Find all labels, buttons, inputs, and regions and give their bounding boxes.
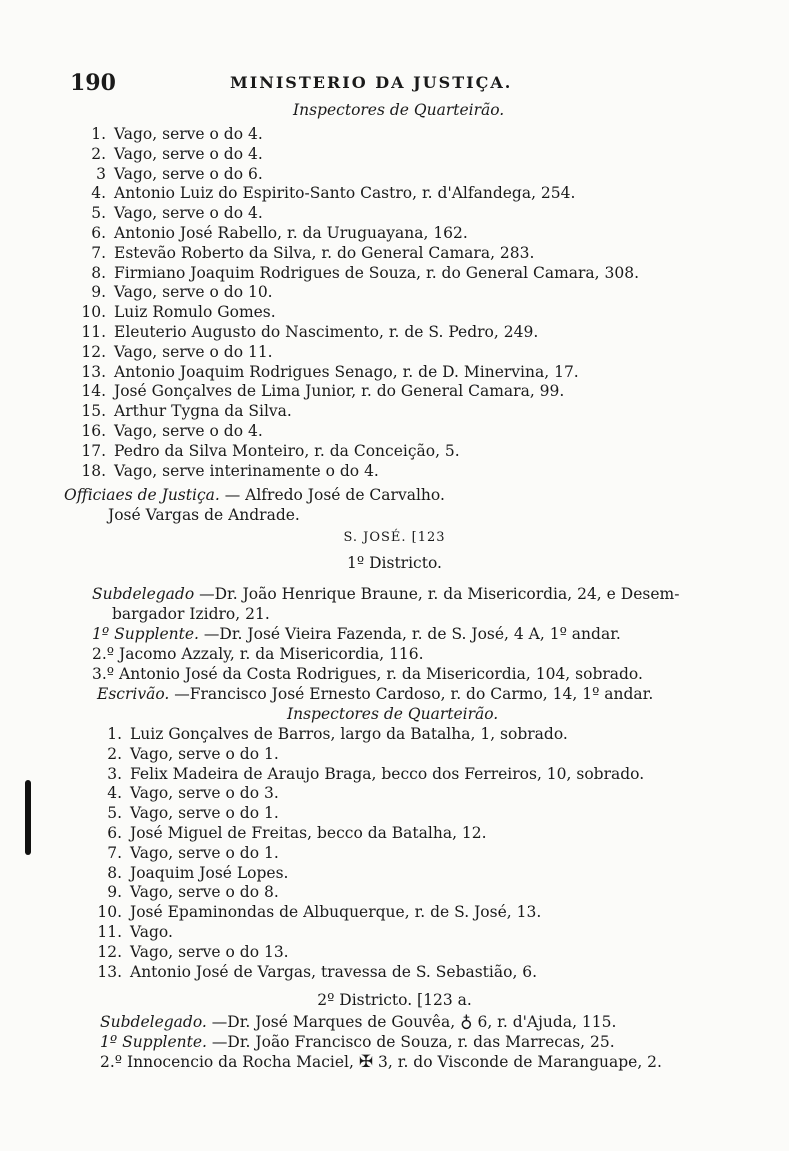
list-item <box>96 823 487 843</box>
list-item <box>96 744 279 764</box>
item-number: 6. <box>107 824 122 842</box>
list-item <box>80 164 263 184</box>
section-heading-2: Inspectores de Quarteirão. <box>287 705 499 723</box>
list-item <box>80 322 538 342</box>
item-text: Firmiano Joaquim Rodrigues de Souza, r. do General Camara, 308. <box>114 263 640 282</box>
item-number: 3. <box>107 764 122 783</box>
page-header <box>70 70 720 100</box>
officiaes-name: — Alfredo José de Carvalho. <box>224 486 445 504</box>
item-number: 17. <box>81 441 106 460</box>
list-item <box>80 203 263 223</box>
item-text: Vago, serve o do 1. <box>130 744 279 763</box>
subdelegado-line <box>92 584 679 604</box>
item-text: Vago, serve o do 6. <box>114 164 263 183</box>
escrivao-line <box>97 684 653 704</box>
item-number: 10. <box>97 903 122 922</box>
parish-heading: S. JOSÉ. [123 <box>343 530 446 545</box>
list-item <box>80 461 379 481</box>
decoration-badge-icon: ♁ <box>460 1012 473 1032</box>
section-heading: Inspectores de Quarteirão. <box>293 101 505 119</box>
item-number: 5. <box>107 804 122 823</box>
item-text: Vago, serve o do 1. <box>130 843 279 862</box>
list-item <box>96 783 279 803</box>
item-text: Vago, serve o do 4. <box>114 204 263 223</box>
item-text: Vago, serve o do 11. <box>114 342 273 361</box>
item-number: 18. <box>81 461 106 480</box>
list-item <box>96 803 279 823</box>
item-number: 2. <box>91 144 106 163</box>
d2-subdelegado-label: Subdelegado. <box>100 1013 207 1031</box>
d2-supplente-1-line <box>100 1032 615 1052</box>
item-text: José Gonçalves de Lima Junior, r. do General Camara, 99. <box>114 382 565 401</box>
supplente-1-text: —Dr. José Vieira Fazenda, r. de S. José, 4 A, 1º andar. <box>203 625 621 643</box>
supplente-2-line: 2.º Jacomo Azzaly, r. da Misericordia, 116. <box>92 645 424 663</box>
d2-supplente-2-line <box>100 1052 662 1072</box>
item-text: Antonio Joaquim Rodrigues Senago, r. de D. Minervina, 17. <box>114 362 579 381</box>
list-item <box>96 863 288 883</box>
item-number: 15. <box>81 402 106 421</box>
item-text: Vago. <box>130 923 173 941</box>
item-text: Estevão Roberto da Silva, r. do General Camara, 283. <box>114 243 535 262</box>
list-item <box>96 942 289 962</box>
item-text: Vago, serve o do 1. <box>130 804 279 823</box>
subdelegado-text: —Dr. João Henrique Braune, r. da Misericordia, 24, e Desem- <box>199 585 680 603</box>
cross-order-icon: ✠ <box>358 1052 374 1072</box>
item-number: 1. <box>107 725 122 743</box>
d2-supplente-1-label: 1º Supplente. <box>100 1033 207 1051</box>
item-text: Pedro da Silva Monteiro, r. da Conceição, 5. <box>114 441 460 460</box>
item-text: Antonio José Rabello, r. da Uruguayana, 162. <box>114 224 468 242</box>
list-item <box>96 882 279 902</box>
list-item <box>96 962 537 982</box>
item-text: Antonio José de Vargas, travessa de S. Sebastião, 6. <box>130 962 538 981</box>
item-number: 12. <box>97 942 122 961</box>
officiaes-line <box>64 485 445 505</box>
item-number: 7. <box>91 243 106 262</box>
list-item <box>80 183 575 203</box>
district-heading: 1º Districto. <box>347 554 442 572</box>
list-item <box>80 282 273 302</box>
item-number: 13. <box>81 362 106 381</box>
list-item <box>80 362 579 382</box>
item-number: 4. <box>107 784 122 803</box>
item-text: Luiz Gonçalves de Barros, largo da Batalha, 1, sobrado. <box>130 725 568 743</box>
item-number: 10. <box>81 303 106 322</box>
item-number: 11. <box>97 923 122 941</box>
list-item <box>80 401 292 421</box>
item-text: Vago, serve interinamente o do 4. <box>114 461 379 480</box>
item-text: Arthur Tygna da Silva. <box>114 402 292 421</box>
list-item <box>80 441 460 461</box>
item-text: Vago, serve o do 4. <box>114 144 263 163</box>
item-text: José Epaminondas de Albuquerque, r. de S. José, 13. <box>130 903 542 922</box>
list-item <box>80 421 263 441</box>
list-item <box>80 381 564 401</box>
page-number: 190 <box>70 70 116 96</box>
officiaes-name-2: José Vargas de Andrade. <box>108 506 300 524</box>
item-number: 9. <box>107 883 122 902</box>
running-title: MINISTERIO DA JUSTIÇA. <box>230 73 513 92</box>
list-item <box>80 223 468 243</box>
list-item <box>80 342 273 362</box>
d2-subdelegado-tail: 6, r. d'Ajuda, 115. <box>477 1013 617 1031</box>
district-2-heading: 2º Districto. [123 a. <box>317 991 472 1009</box>
list-item <box>80 243 534 263</box>
item-number: 1. <box>91 125 106 143</box>
item-number: 7. <box>107 843 122 862</box>
d2-supplente-2-text: 2.º Innocencio da Rocha Maciel, <box>100 1053 354 1071</box>
item-text: Vago, serve o do 13. <box>130 942 289 961</box>
list-item <box>96 764 644 784</box>
item-text: Vago, serve o do 4. <box>114 125 263 143</box>
item-number: 6. <box>91 224 106 242</box>
item-number: 11. <box>81 323 106 341</box>
list-item <box>80 124 263 144</box>
list-item <box>80 263 639 283</box>
d2-subdelegado-text: —Dr. José Marques de Gouvêa, <box>211 1013 456 1031</box>
item-number: 5. <box>91 204 106 223</box>
item-number: 14. <box>81 382 106 401</box>
item-text: Vago, serve o do 4. <box>114 422 263 440</box>
item-number: 2. <box>107 744 122 763</box>
item-text: Felix Madeira de Araujo Braga, becco dos Ferreiros, 10, sobrado. <box>130 764 645 783</box>
item-text: Luiz Romulo Gomes. <box>114 303 276 322</box>
list-item <box>96 902 541 922</box>
item-number: 8. <box>91 263 106 282</box>
item-text: Vago, serve o do 8. <box>130 883 279 902</box>
item-text: José Miguel de Freitas, becco da Batalha, 12. <box>130 824 487 842</box>
item-number: 8. <box>107 863 122 882</box>
supplente-3-line: 3.º Antonio José da Costa Rodrigues, r. da Misericordia, 104, sobrado. <box>92 665 643 683</box>
margin-ink-mark <box>25 780 31 855</box>
list-item <box>96 724 568 744</box>
d2-subdelegado-line <box>100 1012 616 1032</box>
item-text: Joaquim José Lopes. <box>130 863 289 882</box>
item-number: 9. <box>91 283 106 302</box>
officiaes-label: Officiaes de Justiça. <box>64 486 220 504</box>
supplente-1-label: 1º Supplente. <box>92 625 199 643</box>
item-number: 4. <box>91 184 106 203</box>
escrivao-label: Escrivão. <box>97 685 170 703</box>
item-number: 16. <box>81 422 106 440</box>
d2-supplente-2-tail: 3, r. do Visconde de Maranguape, 2. <box>378 1053 662 1071</box>
list-item <box>80 144 263 164</box>
item-number: 3 <box>96 164 106 183</box>
item-text: Vago, serve o do 3. <box>130 784 279 803</box>
supplente-1-line <box>92 624 621 644</box>
subdelegado-continuation: bargador Izidro, 21. <box>112 605 270 623</box>
list-item <box>96 843 279 863</box>
item-text: Antonio Luiz do Espirito-Santo Castro, r. d'Alfandega, 254. <box>114 184 576 203</box>
escrivao-text: —Francisco José Ernesto Cardoso, r. do Carmo, 14, 1º andar. <box>174 685 654 703</box>
item-number: 12. <box>81 342 106 361</box>
item-text: Eleuterio Augusto do Nascimento, r. de S. Pedro, 249. <box>114 323 539 341</box>
subdelegado-label: Subdelegado <box>92 585 195 603</box>
list-item <box>96 922 173 942</box>
item-text: Vago, serve o do 10. <box>114 283 273 302</box>
item-number: 13. <box>97 962 122 981</box>
list-item <box>80 302 276 322</box>
d2-supplente-1-text: —Dr. João Francisco de Souza, r. das Marrecas, 25. <box>211 1033 615 1051</box>
